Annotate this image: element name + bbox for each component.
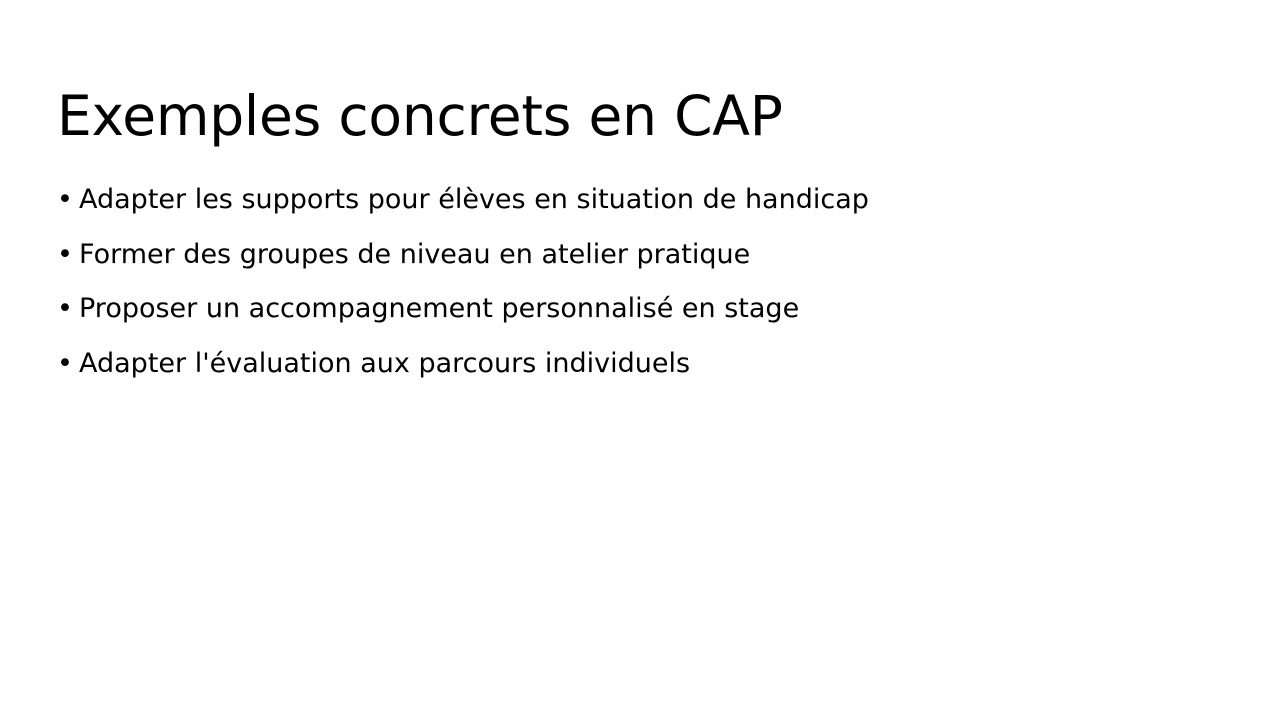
list-item — [57, 347, 1227, 382]
page-title: Exemples concrets en CAP — [57, 83, 783, 148]
bullet-icon: • — [57, 293, 73, 325]
bullet-icon: • — [57, 238, 73, 270]
bullet-list — [57, 183, 1227, 401]
bullet-icon: • — [57, 184, 73, 215]
list-item-text: Adapter les supports pour élèves en situation de handicap — [79, 184, 869, 215]
list-item — [57, 292, 1227, 327]
list-item — [57, 183, 1227, 218]
list-item-text: Proposer un accompagnement personnalisé en stage — [79, 293, 800, 325]
list-item-text: Adapter l'évaluation aux parcours individuels — [79, 347, 691, 379]
bullet-icon: • — [57, 347, 73, 379]
list-item-text: Former des groupes de niveau en atelier pratique — [79, 238, 751, 270]
list-item — [57, 238, 1227, 273]
